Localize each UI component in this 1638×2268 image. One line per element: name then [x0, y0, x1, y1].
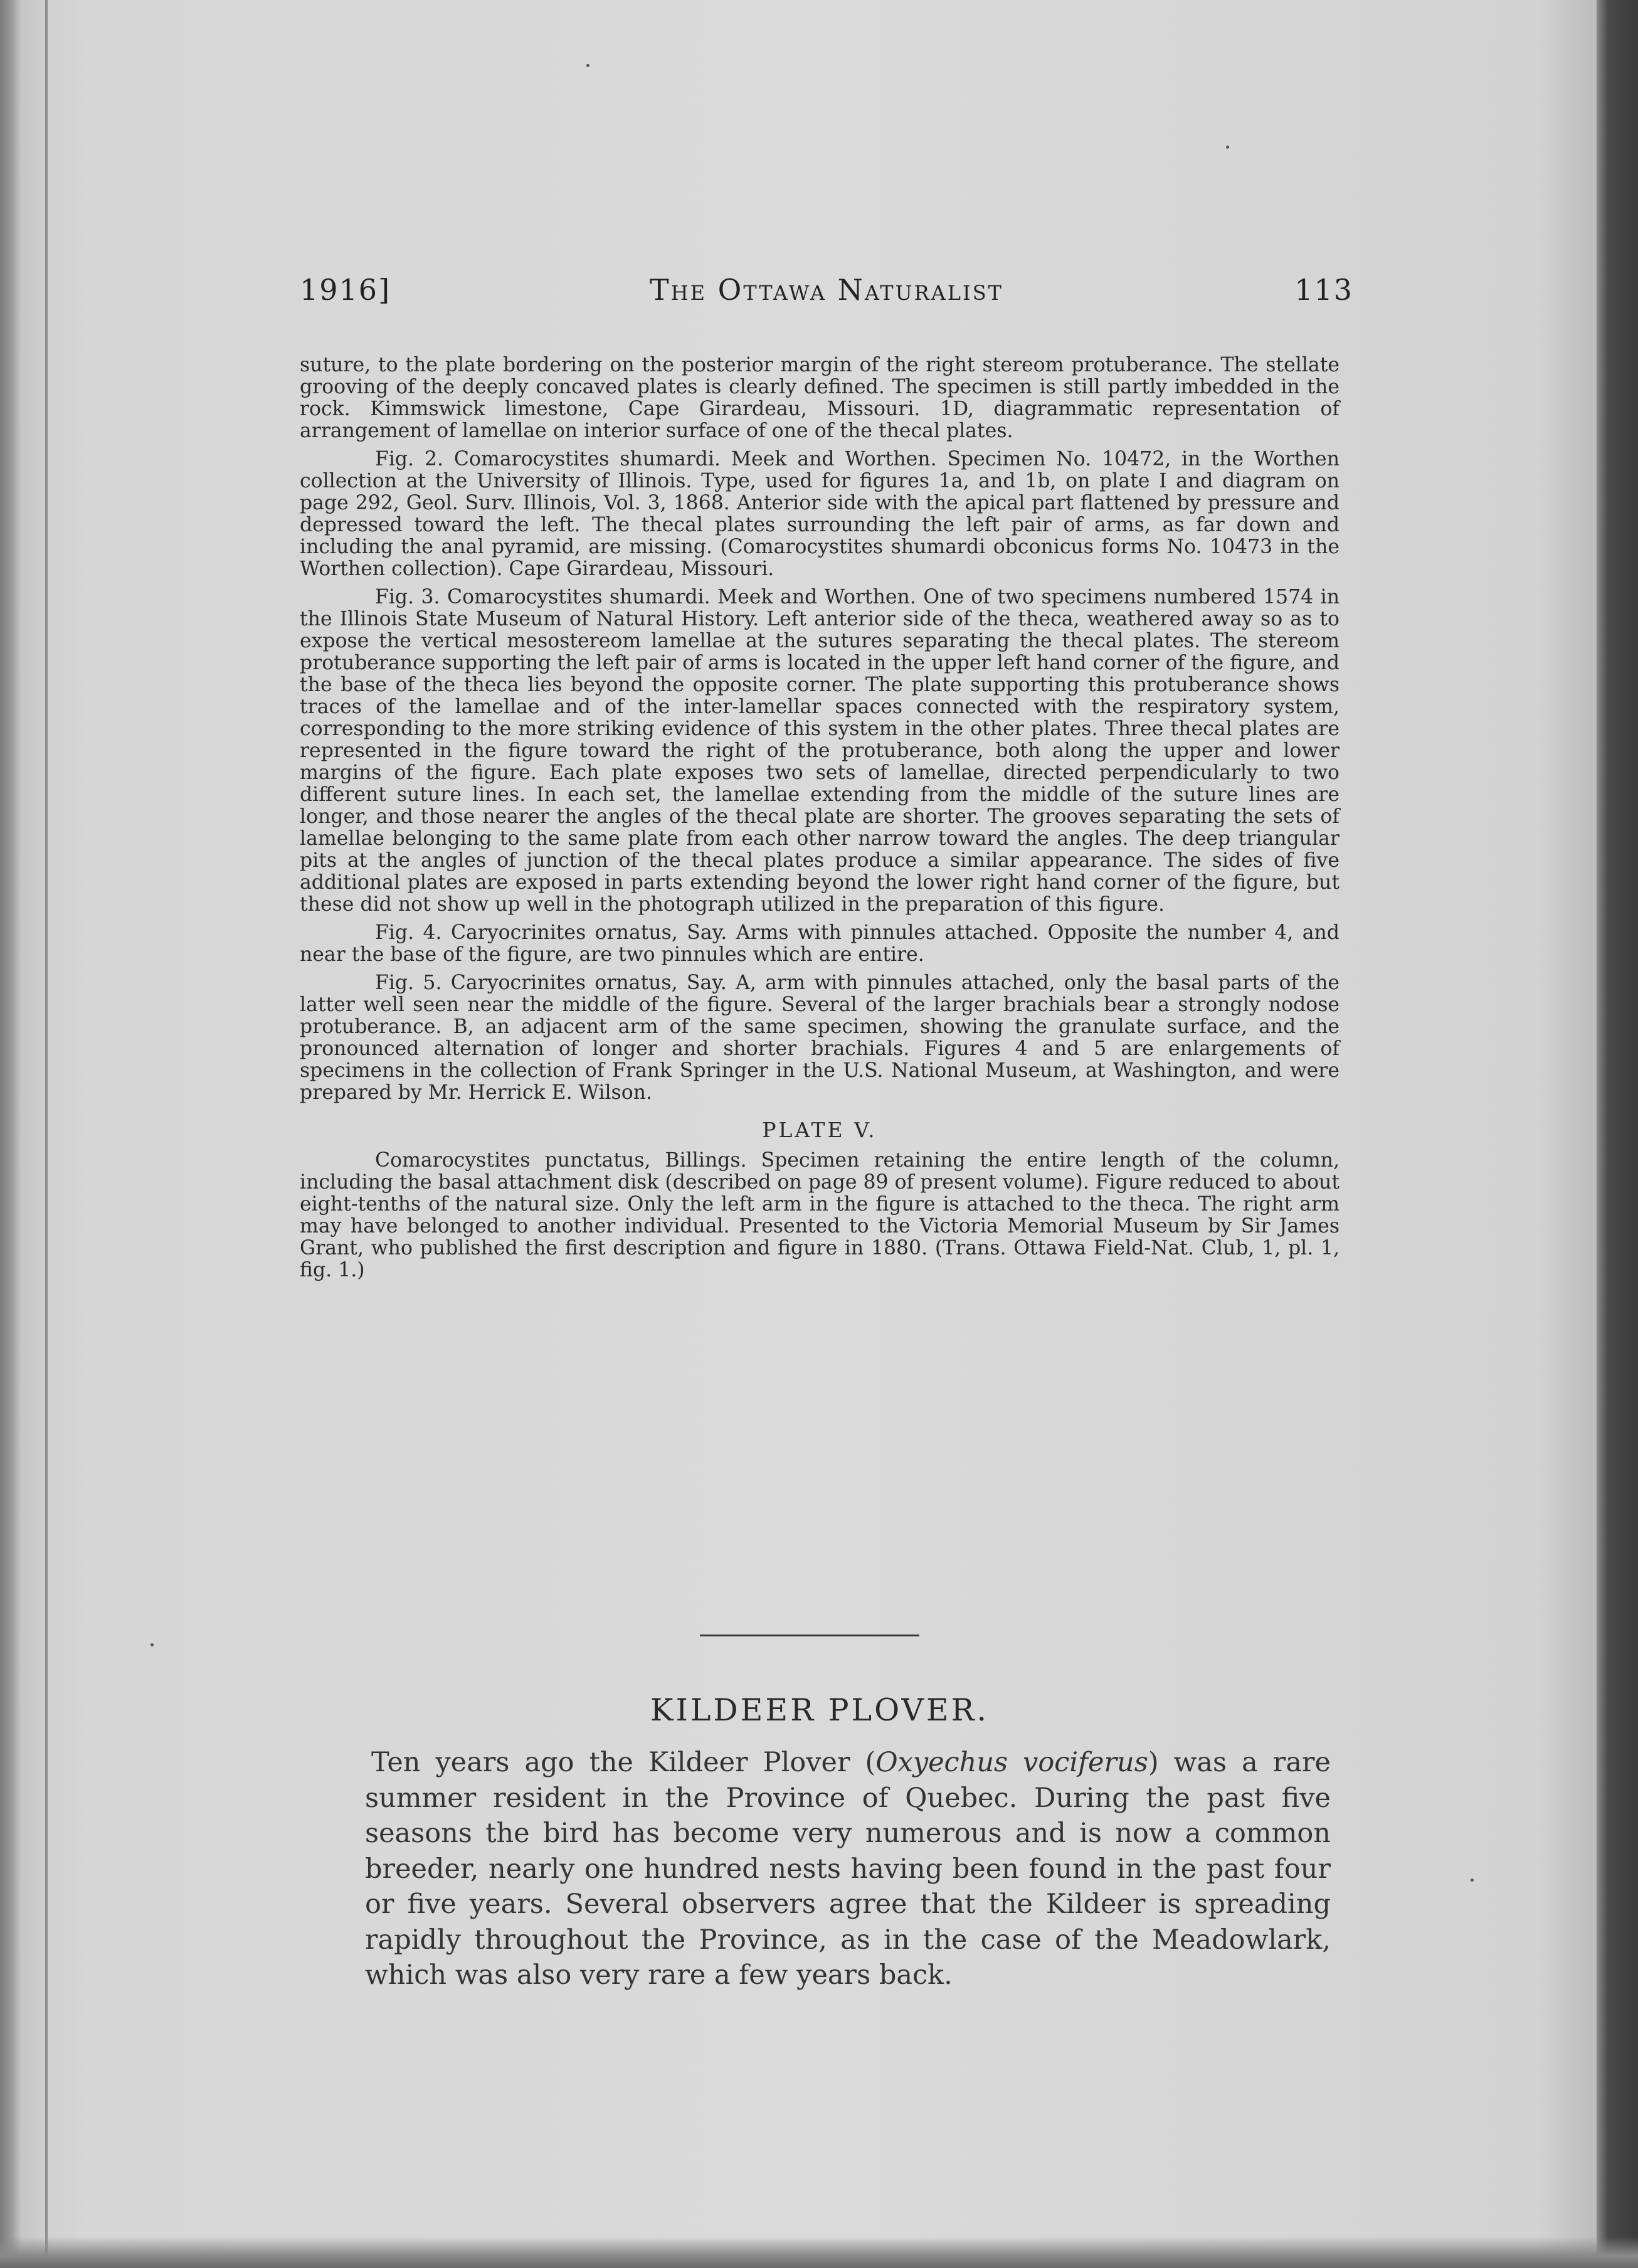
article-body	[365, 1745, 1331, 1993]
article-text-end: ) was a rare summer resident in the Province of Quebec. During the past five seasons the bird has become very numerous and is now a common breeder, nearly one hundred nests having been found in the past four or five years. Several observers agree that the Kildeer is spreading rapidly throughout the Province, as in the case of the Meadowlark, which was also very rare a few years back.	[365, 1747, 1331, 1991]
article-text-start: Ten years ago the Kildeer Plover (	[371, 1747, 876, 1778]
paragraph-fig-2: Fig. 2. Comarocystites shumardi. Meek and Worthen. Specimen No. 10472, in the Worthen collection at the University of Illinois. Type, used for figures 1a, and 1b, on plate I and diagram on page 292, Geol. Surv. Illinois, Vol. 3, 1868. Anterior side with the apical part flattened by pressure and depressed toward the left. The thecal plates surrounding the left pair of arms, as far down and including the anal pyramid, are missing. (Comarocystites shumardi obconicus forms No. 10473 in the Worthen collection). Cape Girardeau, Missouri.	[300, 448, 1339, 580]
scan-speck	[586, 64, 589, 67]
section-divider	[700, 1635, 919, 1636]
page-edge-shadow	[1597, 0, 1638, 2268]
binding-line	[45, 0, 48, 2268]
paragraph-continuation: suture, to the plate bordering on the posterior margin of the right stereom protuberance. The stellate grooving of the deeply concaved plates is clearly defined. The specimen is still partly imbedded in the rock. Kimmswick limestone, Cape Girardeau, Missouri. 1D, diagrammatic representation of arrangement of lamellae on interior surface of one of the thecal plates.	[300, 354, 1339, 442]
species-name: Oxyechus vociferus	[875, 1747, 1148, 1778]
plate-explanations	[300, 354, 1339, 1281]
paragraph-fig-5: Fig. 5. Caryocrinites ornatus, Say. A, arm with pinnules attached, only the basal parts of the latter well seen near the middle of the figure. Several of the larger brachials bear a strongly nodose protuberance. B, an adjacent arm of the same specimen, showing the granulate surface, and the pronounced alternation of longer and shorter brachials. Figures 4 and 5 are enlargements of specimens in the collection of Frank Springer in the U.S. National Museum, at Washington, and were prepared by Mr. Herrick E. Wilson.	[300, 972, 1339, 1104]
paragraph-fig-3: Fig. 3. Comarocystites shumardi. Meek and Worthen. One of two specimens numbered 1574 in the Illinois State Museum of Natural History. Left anterior side of the theca, weathered away so as to expose the vertical mesostereom lamellae at the sutures separating the thecal plates. The stereom protuberance supporting the left pair of arms is located in the upper left hand corner of the figure, and the base of the theca lies beyond the opposite corner. The plate supporting this protuberance shows traces of the lamellae and of the inter-lamellar spaces connected with the respiratory system, corresponding to the more striking evidence of this system in the other plates. Three thecal plates are represented in the figure toward the right of the protuberance, both along the upper and lower margins of the figure. Each plate exposes two sets of lamellae, directed perpendicularly to two different suture lines. In each set, the lamellae extending from the middle of the suture lines are longer, and those nearer the angles of the thecal plate are shorter. The grooves separating the sets of lamellae belonging to the same plate from each other narrow toward the angles. The deep triangular pits at the angles of junction of the thecal plates produce a similar appearance. The sides of five additional plates are exposed in parts extending beyond the lower right hand corner of the figure, but these did not show up well in the photograph utilized in the preparation of this figure.	[300, 586, 1339, 916]
binding-shadow	[0, 0, 50, 2268]
article-paragraph	[365, 1745, 1331, 1993]
paragraph-fig-4: Fig. 4. Caryocrinites ornatus, Say. Arms with pinnules attached. Opposite the number 4, and near the base of the figure, are two pinnules which are entire.	[300, 921, 1339, 966]
header-journal-title: The Ottawa Naturalist	[650, 273, 1003, 307]
bottom-edge-shadow	[0, 2237, 1638, 2268]
header-year: 1916]	[300, 273, 391, 307]
scan-speck	[1226, 146, 1229, 149]
scan-speck	[151, 1643, 154, 1646]
plate-heading: PLATE V.	[762, 1118, 877, 1142]
header-page-number: 113	[1294, 273, 1353, 307]
article-title: KILDEER PLOVER.	[650, 1692, 990, 1728]
paragraph-plate-5: Comarocystites punctatus, Billings. Specimen retaining the entire length of the column, including the basal attachment disk (described on page 89 of present volume). Figure reduced to about eight-tenths of the natural size. Only the left arm in the figure is attached to the theca. The right arm may have belonged to another individual. Presented to the Victoria Memorial Museum by Sir James Grant, who published the first description and figure in 1880. (Trans. Ottawa Field-Nat. Club, 1, pl. 1, fig. 1.)	[300, 1149, 1339, 1281]
running-header	[300, 273, 1353, 317]
scan-speck	[1471, 1879, 1474, 1882]
